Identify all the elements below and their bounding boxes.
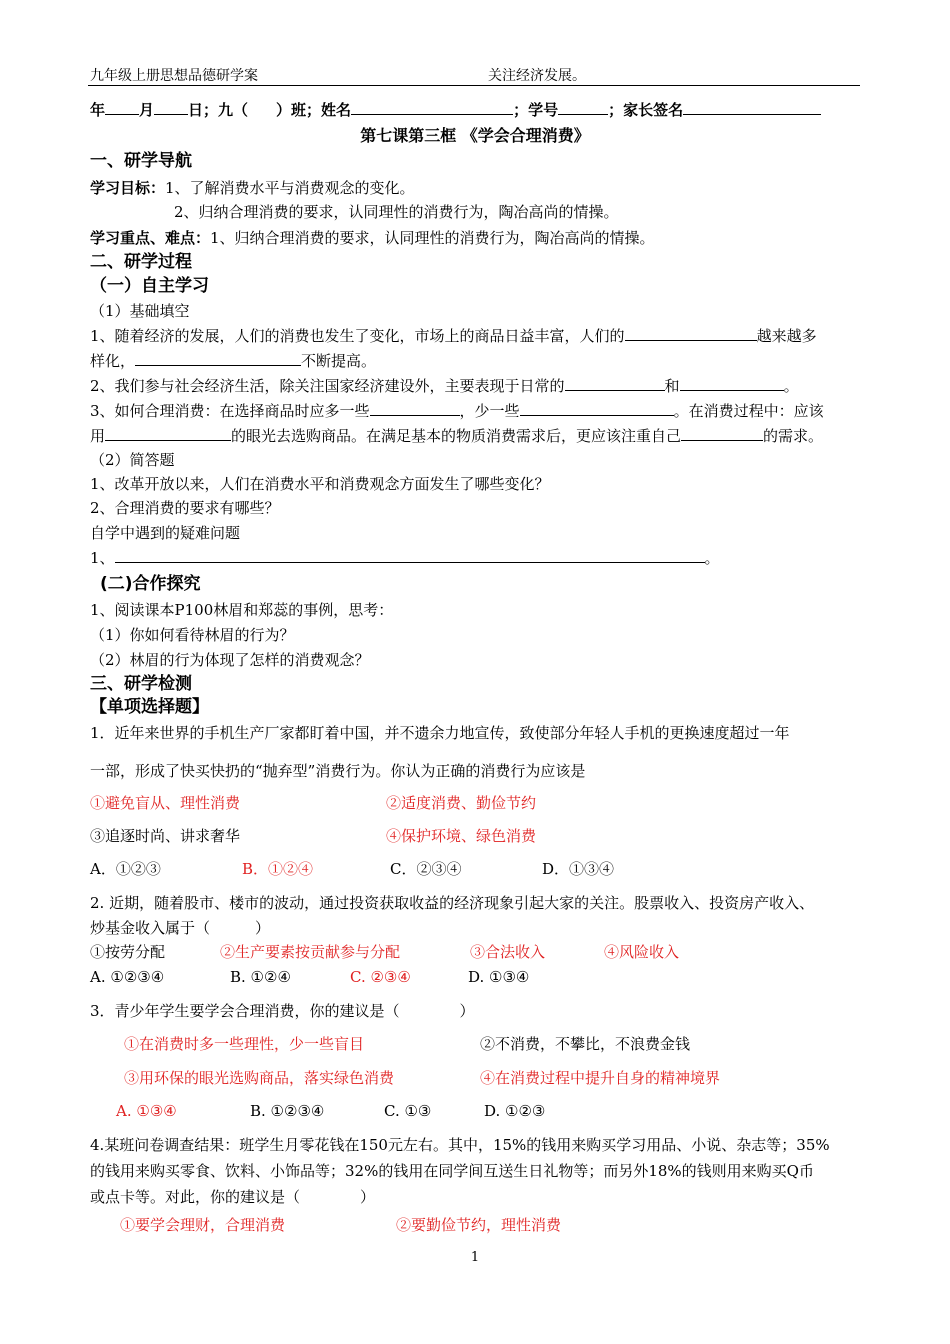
- month-label: 月: [139, 101, 155, 119]
- fill-q1-text-a: 1、随着经济的发展，人们的消费也发生了变化，市场上的商品日益丰富，人们的: [90, 327, 625, 345]
- fill-q3-line2: [90, 426, 823, 446]
- student-info-line: [90, 100, 821, 120]
- fill-q3-blank1[interactable]: [370, 401, 460, 416]
- q1-choice-b[interactable]: B．①②④: [242, 860, 314, 878]
- fill-q2-text-c: 。: [783, 377, 799, 395]
- coop-1: 1、阅读课本P100林眉和郑蕊的事例，思考：: [90, 601, 394, 619]
- parent-signature-blank[interactable]: [683, 100, 821, 115]
- self-study-heading: （一）自主学习: [90, 276, 209, 296]
- day-label: 日；九（: [188, 101, 249, 119]
- q1-choice-c[interactable]: C．②③④: [390, 860, 462, 878]
- q2-choice-b[interactable]: B. ①②④: [230, 968, 291, 986]
- coop-3: （2）林眉的行为体现了怎样的消费观念？: [90, 651, 370, 669]
- fill-q2-text-a: 2、我们参与社会经济生活，除关注国家经济建设外，主要表现于日常的: [90, 377, 565, 395]
- number-blank[interactable]: [558, 100, 608, 115]
- q3-choice-b[interactable]: B. ①②③④: [250, 1102, 325, 1120]
- year-label: 年: [90, 101, 106, 119]
- q4-option-1: ①要学会理财，合理消费: [120, 1216, 286, 1234]
- fill-q1-blank1[interactable]: [625, 326, 757, 341]
- header-left: 九年级上册思想品德研学案: [90, 68, 258, 84]
- q1-option-2: ②适度消费、勤俭节约: [386, 794, 537, 812]
- section2-heading: 二、研学过程: [90, 252, 192, 272]
- q3-option-4: ④在消费过程中提升自身的精神境界: [480, 1069, 721, 1087]
- key-text: 1、归纳合理消费的要求，认同理性的消费行为，陶冶高尚的情操。: [210, 229, 655, 247]
- fill-q3-text-d: 用: [90, 427, 106, 445]
- doubt-blank[interactable]: [115, 548, 705, 563]
- q4-option-2: ②要勤俭节约，理性消费: [396, 1216, 562, 1234]
- mc-heading: 【单项选择题】: [90, 697, 209, 717]
- cooperative-heading: (二)合作探究: [100, 574, 201, 594]
- fill-q1-blank2[interactable]: [135, 351, 301, 366]
- q4-stem-2: 的钱用来购买零食、饮料、小饰品等；32%的钱用在同学间互送生日礼物等；而另外18%的钱则用来购买Q币: [90, 1162, 814, 1180]
- q2-option-4: ④风险收入: [604, 943, 680, 961]
- fill-q3-blank2[interactable]: [520, 401, 674, 416]
- fill-q1-line1: [90, 326, 817, 346]
- fill-q1-line2: [90, 351, 376, 371]
- doubt-number: 1、: [90, 549, 115, 567]
- q2-option-2: ②生产要素按贡献参与分配: [220, 943, 401, 961]
- q1-option-3: ③追逐时尚、讲求奢华: [90, 827, 241, 845]
- fill-title: （1）基础填空: [90, 302, 190, 320]
- q2-stem-2: 炒基金收入属于（ ）: [90, 919, 271, 937]
- q3-choice-c[interactable]: C. ①③: [384, 1102, 432, 1120]
- header-rule: [88, 85, 860, 86]
- parent-label: ；家长签名: [608, 101, 684, 119]
- q2-choice-c[interactable]: C. ②③④: [350, 968, 411, 986]
- name-blank[interactable]: [351, 100, 513, 115]
- q3-choice-d[interactable]: D. ①②③: [484, 1102, 546, 1120]
- q2-stem-1: 2. 近期，随着股市、楼市的波动，通过投资获取收益的经济现象引起大家的关注。股票收入、投资房产收入、: [90, 894, 815, 912]
- q1-option-1: ①避免盲从、理性消费: [90, 794, 241, 812]
- q3-option-3: ③用环保的眼光选购商品，落实绿色消费: [124, 1069, 395, 1087]
- q1-choice-d[interactable]: D．①③④: [542, 860, 615, 878]
- doubt-line: [90, 548, 720, 568]
- day-blank[interactable]: [154, 100, 188, 115]
- fill-q1-text-d: 不断提高。: [301, 352, 377, 370]
- fill-q2-blank2[interactable]: [680, 376, 784, 391]
- q3-choice-a[interactable]: A. ①③④: [116, 1102, 177, 1120]
- q1-stem-1: 1．近年来世界的手机生产厂家都盯着中国，并不遗余力地宣传，致使部分年轻人手机的更换速度超过一年: [90, 724, 790, 742]
- fill-q3-text-e: 的眼光去选购商品。在满足基本的物质消费需求后，更应该注重自己: [231, 427, 682, 445]
- short-answer-title: （2）简答题: [90, 451, 175, 469]
- key-label: 学习重点、难点：: [90, 229, 211, 247]
- q4-stem-3: 或点卡等。对此，你的建议是（ ）: [90, 1188, 376, 1206]
- doubt-title: 自学中遇到的疑难问题: [90, 524, 241, 542]
- fill-q3-blank4[interactable]: [681, 426, 763, 441]
- q3-option-1: ①在消费时多一些理性，少一些盲目: [124, 1035, 365, 1053]
- fill-q3-text-b: ，少一些: [459, 402, 520, 420]
- fill-q3-text-c: 。在消费过程中：应该: [673, 402, 824, 420]
- q2-choice-a[interactable]: A. ①②③④: [90, 968, 165, 986]
- short-answer-2: 2、合理消费的要求有哪些？: [90, 499, 280, 517]
- lesson-title: 第七课第三框 《学会合理消费》: [360, 126, 590, 145]
- q4-stem-1: 4.某班问卷调查结果：班学生月零花钱在150元左右。其中，15%的钱用来购买学习用品、小说、杂志等；35%: [90, 1136, 830, 1154]
- fill-q3-text-a: 3、如何合理消费：在选择商品时应多一些: [90, 402, 370, 420]
- doubt-end: 。: [704, 549, 720, 567]
- year-blank[interactable]: [105, 100, 139, 115]
- q2-choice-d[interactable]: D. ①③④: [468, 968, 530, 986]
- page-number: 1: [470, 1250, 480, 1265]
- coop-2: （1）你如何看待林眉的行为？: [90, 626, 295, 644]
- short-answer-1: 1、改革开放以来，人们在消费水平和消费观念方面发生了哪些变化？: [90, 475, 550, 493]
- q3-stem: 3．青少年学生要学会合理消费，你的建议是（ ）: [90, 1002, 475, 1020]
- fill-q1-text-b: 越来越多: [756, 327, 817, 345]
- q3-option-2: ②不消费，不攀比，不浪费金钱: [480, 1035, 691, 1053]
- key-line: [90, 228, 655, 248]
- q1-option-4: ④保护环境、绿色消费: [386, 827, 537, 845]
- section3-heading: 三、研学检测: [90, 674, 192, 694]
- header-right: 关注经济发展。: [488, 68, 586, 84]
- fill-q3-blank3[interactable]: [105, 426, 231, 441]
- goal-line-1: [90, 178, 415, 198]
- fill-q2-blank1[interactable]: [565, 376, 665, 391]
- fill-q3-line1: [90, 401, 824, 421]
- fill-q3-text-f: 的需求。: [763, 427, 824, 445]
- class-label: ）班；姓名: [276, 101, 352, 119]
- q1-choice-a[interactable]: A．①②③: [90, 860, 161, 878]
- section1-heading: 一、研学导航: [90, 151, 192, 171]
- q2-option-3: ③合法收入: [470, 943, 546, 961]
- q1-stem-2: 一部，形成了快买快扔的“抛弃型”消费行为。你认为正确的消费行为应该是: [90, 762, 586, 780]
- fill-q2-text-b: 和: [664, 377, 680, 395]
- goal-label: 学习目标：: [90, 179, 166, 197]
- q2-option-1: ①按劳分配: [90, 943, 166, 961]
- goal-2: 2、归纳合理消费的要求，认同理性的消费行为，陶冶高尚的情操。: [174, 203, 619, 221]
- fill-q1-text-c: 样化，: [90, 352, 136, 370]
- fill-q2: [90, 376, 799, 396]
- goal-1: 1、了解消费水平与消费观念的变化。: [165, 179, 415, 197]
- number-label: ；学号: [513, 101, 559, 119]
